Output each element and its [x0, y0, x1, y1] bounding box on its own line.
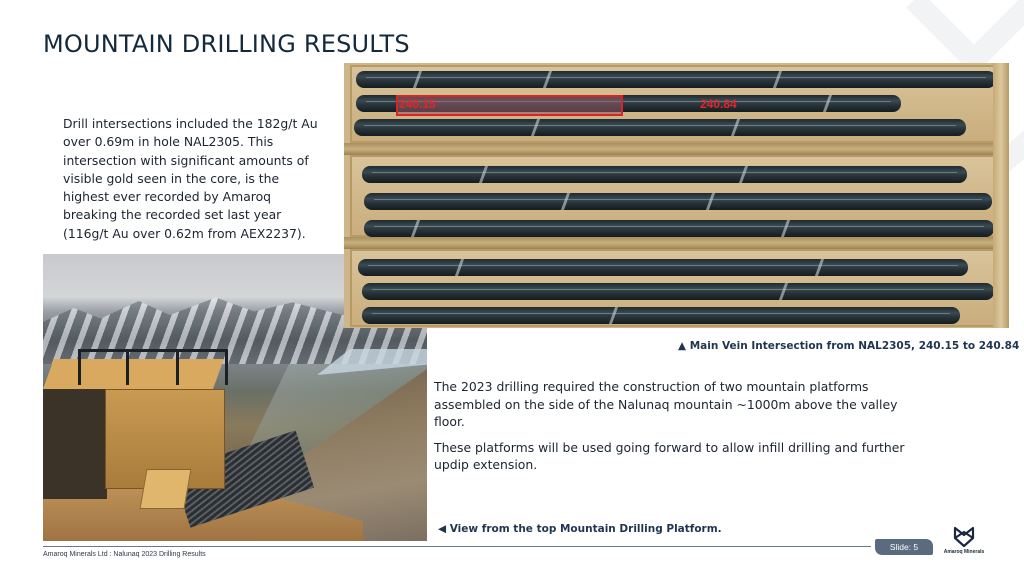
platform-railing — [78, 349, 228, 385]
body-text — [434, 378, 914, 482]
core-row — [354, 119, 966, 136]
core-row — [362, 283, 994, 300]
fox-logo-icon — [953, 526, 975, 548]
intro-paragraph: Drill intersections included the 182g/t Au over 0.69m in hole NAL2305. This intersection with significant amounts of visible gold seen in the core, is the highest ever recorded by Amaroq breaking the recorded set last year (116g/t Au over 0.62m from AEX2237). — [63, 116, 318, 241]
tray-separator — [344, 237, 1009, 249]
tray-end — [993, 63, 1009, 328]
workbench — [139, 469, 191, 509]
platform-shadow — [43, 389, 107, 499]
core-row — [362, 166, 967, 183]
tray-separator — [344, 143, 1009, 155]
core-photo-caption — [678, 340, 1019, 352]
platform-photo-caption — [438, 523, 722, 535]
core-row — [364, 220, 994, 237]
core-row — [358, 259, 968, 276]
core-caption-text: Main Vein Intersection from NAL2305, 240.15 to 240.84 — [689, 340, 1020, 352]
drilling-platform — [43, 359, 228, 541]
core-row — [364, 193, 992, 210]
footer-divider — [43, 546, 871, 547]
core-row — [356, 71, 996, 88]
core-row — [362, 307, 960, 324]
logo-text: Amaroq Minerals — [943, 549, 985, 555]
platform-caption-text: View from the top Mountain Drilling Platform. — [449, 523, 722, 535]
interval-to-label: 240.84 — [700, 97, 737, 111]
triangle-up-icon: ▲ — [678, 340, 687, 352]
body-paragraph-2: These platforms will be used going forward to allow infill drilling and further updip extension. — [434, 439, 905, 472]
body-paragraph-1: The 2023 drilling required the construction of two mountain platforms assembled on the side of the Nalunaq mountain ~1000m above the valley floor. — [434, 379, 898, 429]
footer-text: Amaroq Minerals Ltd : Nalunaq 2023 Drilling Results — [43, 551, 206, 558]
triangle-left-icon: ◀ — [438, 523, 447, 535]
interval-from-label: 240.15 — [399, 97, 436, 111]
company-logo — [936, 526, 992, 560]
slide-number-badge: Slide: 5 — [875, 539, 933, 555]
slide-title: MOUNTAIN DRILLING RESULTS — [43, 30, 410, 58]
